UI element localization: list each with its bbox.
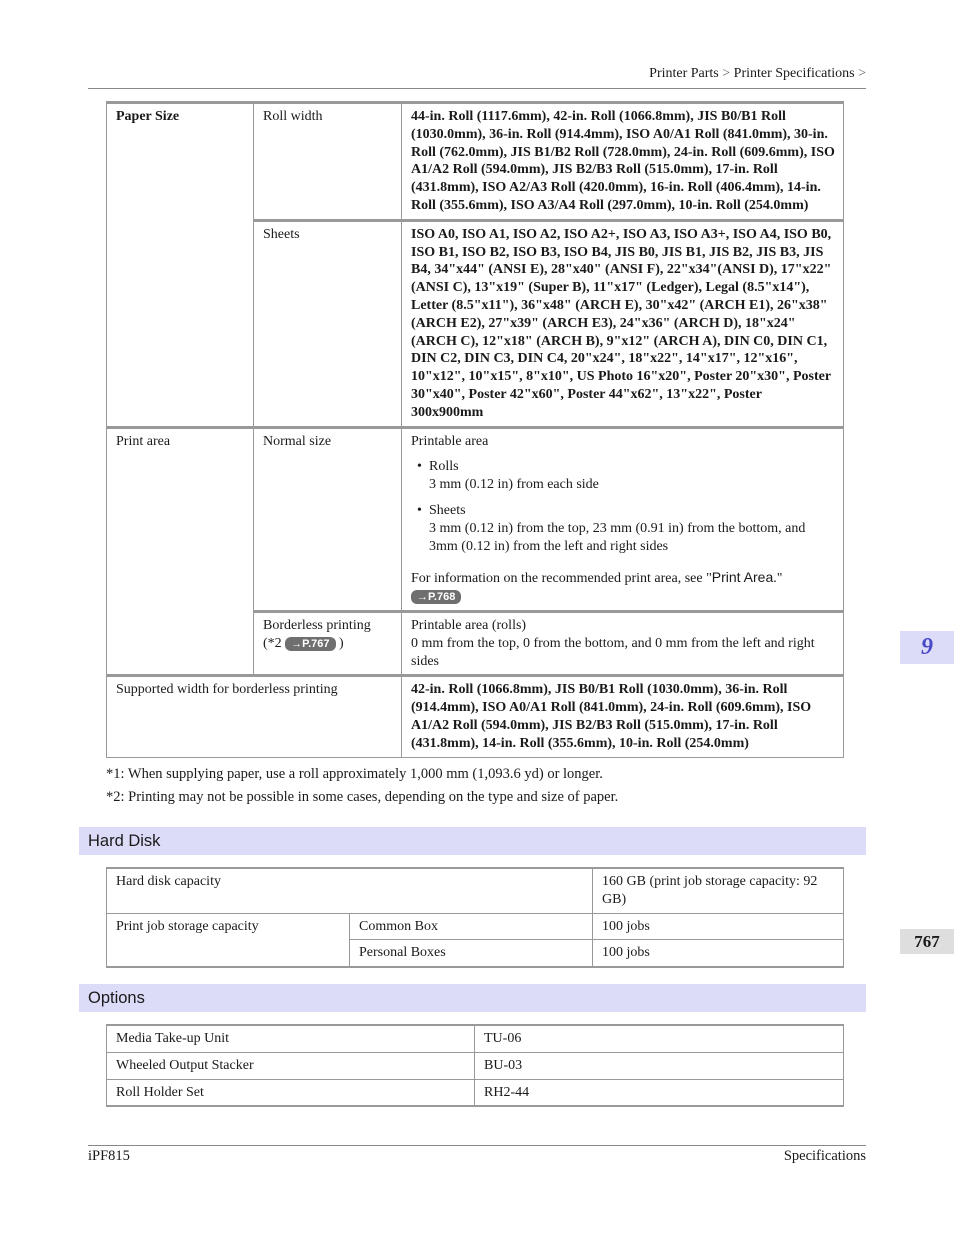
table-row [107,1052,844,1079]
option-name: Media Take-up Unit [107,1025,475,1052]
option-value: RH2-44 [475,1079,844,1106]
normal-size-label: Normal size [254,427,402,611]
bullet-icon: • [417,459,422,475]
footer-model: iPF815 [88,1148,130,1164]
sheets-value: ISO A0, ISO A1, ISO A2, ISO A2+, ISO A3, ISO A3+, ISO A4, ISO B0, ISO B1, ISO B2, ISO B3, ISO B4, JIS B0, JIS B1, JIS B2, JIS B3, JIS B4, 34"x44" (ANSI E), 28"x40" (ANSI F), 22"x34"(ANSI D), 17"x22"(ANSI C), 13"x19" (Super B), 11"x17" (Ledger), Legal (8.5"x14"), Letter (8.5"x11"), 36"x48" (ARCH E), 30"x42" (ARCH E1), 26"x38" (ARCH E2), 27"x39" (ARCH E3), 24"x36" (ARCH D), 18"x24" (ARCH C), 12"x18" (ARCH B), 9"x12" (ARCH A), DIN C0, DIN C1, DIN C2, DIN C3, DIN C4, 20"x24", 18"x22", 14"x17", 12"x16", 10"x12", 10"x15", 8"x10", US Photo 16"x20", Poster 20"x30", Poster 30"x40", Poster 42"x60", Poster 44"x62", 13"x22", Poster 300x900mm [402,220,844,427]
breadcrumb-separator: > [858,66,866,81]
sheets-label: Sheets [254,220,402,427]
print-area-label: Print area [107,427,254,676]
hard-disk-capacity-label: Hard disk capacity [107,868,593,913]
common-box-value: 100 jobs [593,913,844,940]
options-table [106,1024,844,1107]
printable-area-heading: Printable area [411,433,489,449]
breadcrumb-separator: > [722,66,731,81]
recommended-area-note: For information on the recommended print area, see "Print Area." →P.768 [411,569,783,604]
supported-width-label: Supported width for borderless printing [107,676,402,757]
common-box-label: Common Box [350,913,593,940]
normal-size-value [402,427,844,611]
roll-width-label: Roll width [254,103,402,221]
table-row [107,1025,844,1052]
hard-disk-capacity-value: 160 GB (print job storage capacity: 92 GB) [593,868,844,913]
footnote-2: *2: Printing may not be possible in some cases, depending on the type and size of paper. [106,789,619,805]
breadcrumb-printer-parts[interactable]: Printer Parts [649,66,719,81]
page-footer [88,1145,866,1165]
table-row [107,1079,844,1106]
option-name: Wheeled Output Stacker [107,1052,475,1079]
roll-width-value: 44-in. Roll (1117.6mm), 42-in. Roll (1066.8mm), JIS B0/B1 Roll (1030.0mm), 36-in. Roll (914.4mm), ISO A0/A1 Roll (841.0mm), 30-in. Roll (762.0mm), JIS B1/B2 Roll (728.0mm), 24-in. Roll (609.6mm), ISO A1/A2 Roll (594.0mm), JIS B2/B3 Roll (515.0mm), 17-in. Roll (431.8mm), ISO A2/A3 Roll (420.0mm), 16-in. Roll (406.4mm), 14-in. Roll (355.6mm), ISO A3/A4 Roll (297.0mm), 10-in. Roll (254.0mm) [402,103,844,221]
print-job-storage-label: Print job storage capacity [107,913,350,967]
paper-size-label: Paper Size [107,103,254,428]
option-value: BU-03 [475,1052,844,1079]
breadcrumb-printer-specifications[interactable]: Printer Specifications [733,66,855,81]
chapter-tab[interactable]: 9 [900,631,954,664]
option-name: Roll Holder Set [107,1079,475,1106]
footnote-1: *1: When supplying paper, use a roll approximately 1,000 mm (1,093.6 yd) or longer. [106,766,603,782]
personal-boxes-value: 100 jobs [593,940,844,967]
list-item: • Rolls 3 mm (0.12 in) from each side [417,459,599,493]
bullet-icon: • [417,502,422,518]
print-area-link[interactable]: Print Area [711,569,774,586]
list-item: • Sheets 3 mm (0.12 in) from the top, 23 mm (0.91 in) from the bottom, and 3mm (0.12 in) from the left and right sides [417,502,806,554]
option-value: TU-06 [475,1025,844,1052]
borderless-label: Borderless printing (*2 →P.767 ) [254,611,402,675]
footer-chapter: Specifications [783,1148,866,1164]
supported-width-value: 42-in. Roll (1066.8mm), JIS B0/B1 Roll (1030.0mm), 36-in. Roll (914.4mm), ISO A0/A1 Roll (841.0mm), 24-in. Roll (609.6mm), ISO A1/A2 Roll (594.0mm), JIS B2/B3 Roll (515.0mm), 17-in. Roll (431.8mm), 14-in. Roll (355.6mm), 10-in. Roll (254.0mm) [402,676,844,757]
page-number: 767 [900,929,954,954]
section-title-hard-disk: Hard Disk [79,827,866,855]
paper-spec-table [106,101,844,758]
personal-boxes-label: Personal Boxes [350,940,593,967]
page-ref-768-button[interactable]: →P.768 [411,590,461,604]
page-header [88,66,866,89]
section-title-options: Options [79,984,866,1012]
borderless-value: Printable area (rolls) 0 mm from the top, 0 from the bottom, and 0 mm from the left and right sides [402,611,844,675]
hard-disk-table [106,867,844,968]
page-ref-767-button[interactable]: →P.767 [285,637,335,651]
